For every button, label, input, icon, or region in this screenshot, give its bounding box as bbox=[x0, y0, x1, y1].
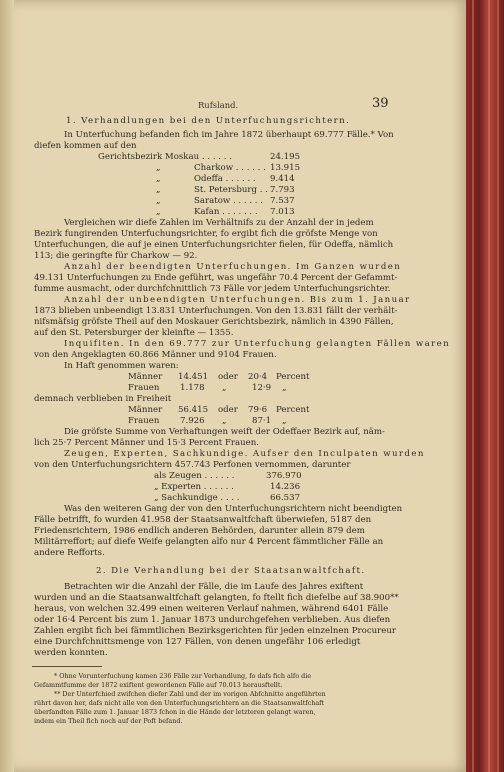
text-line: Betrachten wir die Anzahl der Fälle, die im Laufe des Jahres exiftent bbox=[64, 582, 364, 592]
text-line: demnach verblieben in Freiheit bbox=[34, 394, 172, 404]
text-line: 113; die geringfte für Charkow — 92. bbox=[34, 251, 198, 261]
text-line: von den Angeklagten 60.866 Männer und 9104 Frauen. bbox=[34, 350, 277, 360]
page-number: 39 bbox=[372, 96, 389, 111]
text-line: andere Refforts. bbox=[34, 548, 105, 558]
text-line: Fälle betrifft, fo wurden 41.958 der Staatsanwaltfchaft überwiefen, 5187 den bbox=[34, 515, 372, 525]
running-head: Rufsland. bbox=[198, 100, 239, 110]
text-line: 1.178 bbox=[180, 383, 205, 393]
text-line: Kafan . . . . . . . bbox=[194, 207, 258, 217]
text-line: als Zeugen . . . . . . bbox=[154, 471, 235, 481]
text-line: Frauen bbox=[128, 416, 160, 426]
text-line: 9.414 bbox=[270, 174, 295, 184]
text-line: 12·9 bbox=[252, 383, 272, 393]
text-line: 1873 blieben unbeendigt 13.831 Unterfuchungen. Von den 13.831 fällt der verhält- bbox=[34, 306, 398, 316]
text-line: 20·4 bbox=[248, 372, 268, 382]
text-line: Charkow . . . . . . bbox=[194, 163, 266, 173]
footnote-line: indem ein Theil fich noch auf der Poft befand. bbox=[34, 717, 183, 725]
book-spine bbox=[466, 0, 504, 772]
text-line: Odeffa . . . . . . bbox=[194, 174, 256, 184]
text-line: 2. Die Verhandlung bei der Staatsanwaltfchaft. bbox=[96, 566, 366, 576]
text-line: Percent bbox=[276, 372, 310, 382]
text-line: Inquifiten. In den 69.777 zur Unterfuchung gelangten Fällen waren bbox=[64, 339, 451, 349]
text-line: Zahlen ergibt fich bei fämmtlichen Bezirksgerichten für jeden einzelnen Procureur bbox=[34, 626, 397, 636]
text-line: Männer bbox=[128, 405, 163, 415]
text-line: heraus, von welchen 32.499 einen weiteren Verlauf nahmen, während 6401 Fälle bbox=[34, 604, 389, 614]
footnote-line: Gefammtfumme der 1872 exiftent gewordenen Fälle auf 70.013 herausftellt. bbox=[34, 681, 283, 689]
text-line: „ bbox=[156, 185, 161, 195]
text-line: fumme ausmacht, oder durchfchnittlich 73 Fälle vor jedem Unterfuchungsrichter. bbox=[34, 284, 391, 294]
text-line: St. Petersburg . . . bbox=[194, 185, 274, 195]
text-line: 66.537 bbox=[270, 493, 301, 503]
text-line: 7.793 bbox=[270, 185, 295, 195]
text-line: wurden und an die Staatsanwaltfchaft gelangten, fo ftellt fich diefelbe auf 38.900** bbox=[34, 593, 399, 603]
text-line: Frauen bbox=[128, 383, 160, 393]
text-line: „ bbox=[222, 383, 227, 393]
text-line: auf den St. Petersburger der kleinfte — 1355. bbox=[34, 328, 234, 338]
text-line: Anzahl der beendigten Unterfuchungen. Im Ganzen wurden bbox=[64, 262, 402, 272]
page-gutter bbox=[0, 0, 14, 772]
text-line: „ bbox=[156, 196, 161, 206]
text-line: 1. Verhandlungen bei den Unterfuchungsrichtern. bbox=[66, 116, 351, 126]
text-line: 56.415 bbox=[178, 405, 209, 415]
text-line: diefen kommen auf den bbox=[34, 141, 137, 151]
text-line: Anzahl der unbeendigten Unterfuchungen. Bis zum 1. Januar bbox=[64, 295, 411, 305]
text-line: 376.970 bbox=[266, 471, 302, 481]
text-line: „ bbox=[156, 174, 161, 184]
text-line: lich 25·7 Percent Männer und 15·3 Percent Frauen. bbox=[34, 438, 260, 448]
text-line: 7.926 bbox=[180, 416, 205, 426]
text-line: Saratow . . . . . . bbox=[194, 196, 264, 206]
text-line: oder bbox=[218, 405, 238, 415]
text-line: Percent bbox=[276, 405, 310, 415]
text-line: 24.195 bbox=[270, 152, 301, 162]
text-line: 7.537 bbox=[270, 196, 295, 206]
text-line: Militärreffort; auf diefe Weife gelangten alfo nur 4 Percent fämmtlicher Fälle an bbox=[34, 537, 384, 547]
text-line: nifsmäfsig gröfste Theil auf den Moskauer Gerichtsbezirk, nämlich in 4390 Fällen, bbox=[34, 317, 394, 327]
text-line: 79·6 bbox=[248, 405, 268, 415]
text-line: Was den weiteren Gang der von den Unterfuchungsrichtern nicht beendigten bbox=[64, 504, 403, 514]
text-line: eine Durchfchnittsmenge von 127 Fällen, von denen ungefähr 106 erledigt bbox=[34, 637, 361, 647]
text-line: Bezirk fungirenden Unterfuchungsrichter, fo ergibt fich die gröfste Menge von bbox=[34, 229, 378, 239]
text-line: Die gröfste Summe von Verhaftungen weift der Odeffaer Bezirk auf, näm- bbox=[64, 427, 385, 437]
footnotes bbox=[32, 0, 462, 772]
footnote-line: überfandten Fälle zum 1. Januar 1873 fchon in die Hände der letzteren gelangt waren, bbox=[34, 708, 316, 716]
text-line: „ bbox=[156, 163, 161, 173]
text-line: Männer bbox=[128, 372, 163, 382]
text-line: „ bbox=[222, 416, 227, 426]
text-line: Zeugen, Experten, Sachkundige. Aufser den Inculpaten wurden bbox=[64, 449, 425, 459]
footnote-line: ** Der Unterfchied zwifchen diefer Zahl und der im vorigen Abfchnitte angeführten bbox=[54, 690, 326, 698]
text-line: „ Experten . . . . . . bbox=[154, 482, 234, 492]
text-line: „ bbox=[282, 416, 287, 426]
text-line: In Unterfuchung befanden fich im Jahre 1872 überhaupt 69.777 Fälle.* Von bbox=[64, 130, 394, 140]
text-line: Friedensrichtern, 1986 endlich anderen Behörden, darunter allein 879 dem bbox=[34, 526, 365, 536]
text-line: „ bbox=[282, 383, 287, 393]
text-line: Gerichtsbezirk Moskau . . . . . . bbox=[98, 152, 232, 162]
footnote-line: * Ohne Vorunterfuchung kamen 236 Fälle zur Verhandlung, fo dafs fich alfo die bbox=[54, 672, 312, 680]
text-line: „ Sachkundige . . . . bbox=[154, 493, 240, 503]
text-line: „ bbox=[156, 207, 161, 217]
text-line: 7.013 bbox=[270, 207, 295, 217]
text-line: 13.915 bbox=[270, 163, 301, 173]
text-line: von den Unterfuchungsrichtern 457.743 Perfonen vernommen, darunter bbox=[34, 460, 351, 470]
text-line: 49.131 Unterfuchungen zu Ende geführt, was ungefähr 70.4 Percent der Gefammt- bbox=[34, 273, 398, 283]
text-line: Vergleichen wir diefe Zahlen im Verhältnifs zu der Anzahl der in jedem bbox=[64, 218, 374, 228]
text-line: oder 16·4 Percent bis zum 1. Januar 1873 undurchgefehen verblieben. Aus diefen bbox=[34, 615, 391, 625]
text-line: 87·1 bbox=[252, 416, 272, 426]
text-line: 14.236 bbox=[270, 482, 301, 492]
text-line: werden konnten. bbox=[34, 648, 108, 658]
text-line: Unterfuchungen, die auf je einen Unterfuchungsrichter fielen, für Odeffa, nämlich bbox=[34, 240, 394, 250]
text-line: oder bbox=[218, 372, 238, 382]
text-line: 14.451 bbox=[178, 372, 209, 382]
footnote-line: rührt davon her, dafs nicht alle von den Unterfuchungsrichtern an die Staatsanwaltfchaft bbox=[34, 699, 325, 707]
text-line: In Haft genommen waren: bbox=[64, 361, 179, 371]
